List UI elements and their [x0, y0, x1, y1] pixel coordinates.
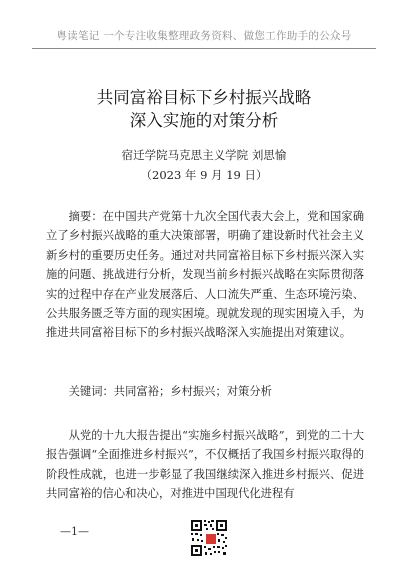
title-line-2: 深入实施的对策分析 — [129, 111, 279, 130]
page-number: —1— — [60, 525, 89, 538]
body-paragraph: 从党的十九大报告提出“实施乡村振兴战略”，到党的二十大报告强调“全面推进乡村振兴”，不仅概括了我国乡村振兴取得的阶段性成就，也进一步彰显了我国继续深入推进乡村振兴、促进共同富裕的信心和决心，对推进中国现代化进程有 — [46, 429, 364, 501]
header-divider — [32, 48, 376, 49]
date-line: （2023 年 9 月 19 日） — [140, 168, 268, 182]
keywords-line: 关键词：共同富裕；乡村振兴；对策分析 — [68, 385, 272, 398]
page-header: 粤读笔记 一个专注收集整理政务资料、做您工作助手的公众号 — [56, 30, 352, 42]
qr-logo-icon — [205, 533, 217, 545]
title-line-1: 共同富裕目标下乡村振兴战略 — [96, 88, 312, 107]
author-line: 宿迁学院马克思主义学院 刘思愉 — [121, 148, 287, 162]
abstract-paragraph: 摘要：在中国共产党第十九次全国代表大会上，党和国家确立了乡村振兴战略的重大决策部署，明确了建设新时代社会主义新乡村的重要历史任务。通过对共同富裕目标下乡村振兴深入实施的问题、挑战进行分析，发现当前乡村振兴战略在实际贯彻落实的过程中存在产业发展落后、人口流失严重、生态环境污染、公共服务匮乏等方面的现实困境。现就发现的现实困境入手，为推进共同富裕目标下的乡村振兴战略深入实施提出对策建议。 — [46, 210, 364, 340]
document-title — [32, 86, 376, 132]
